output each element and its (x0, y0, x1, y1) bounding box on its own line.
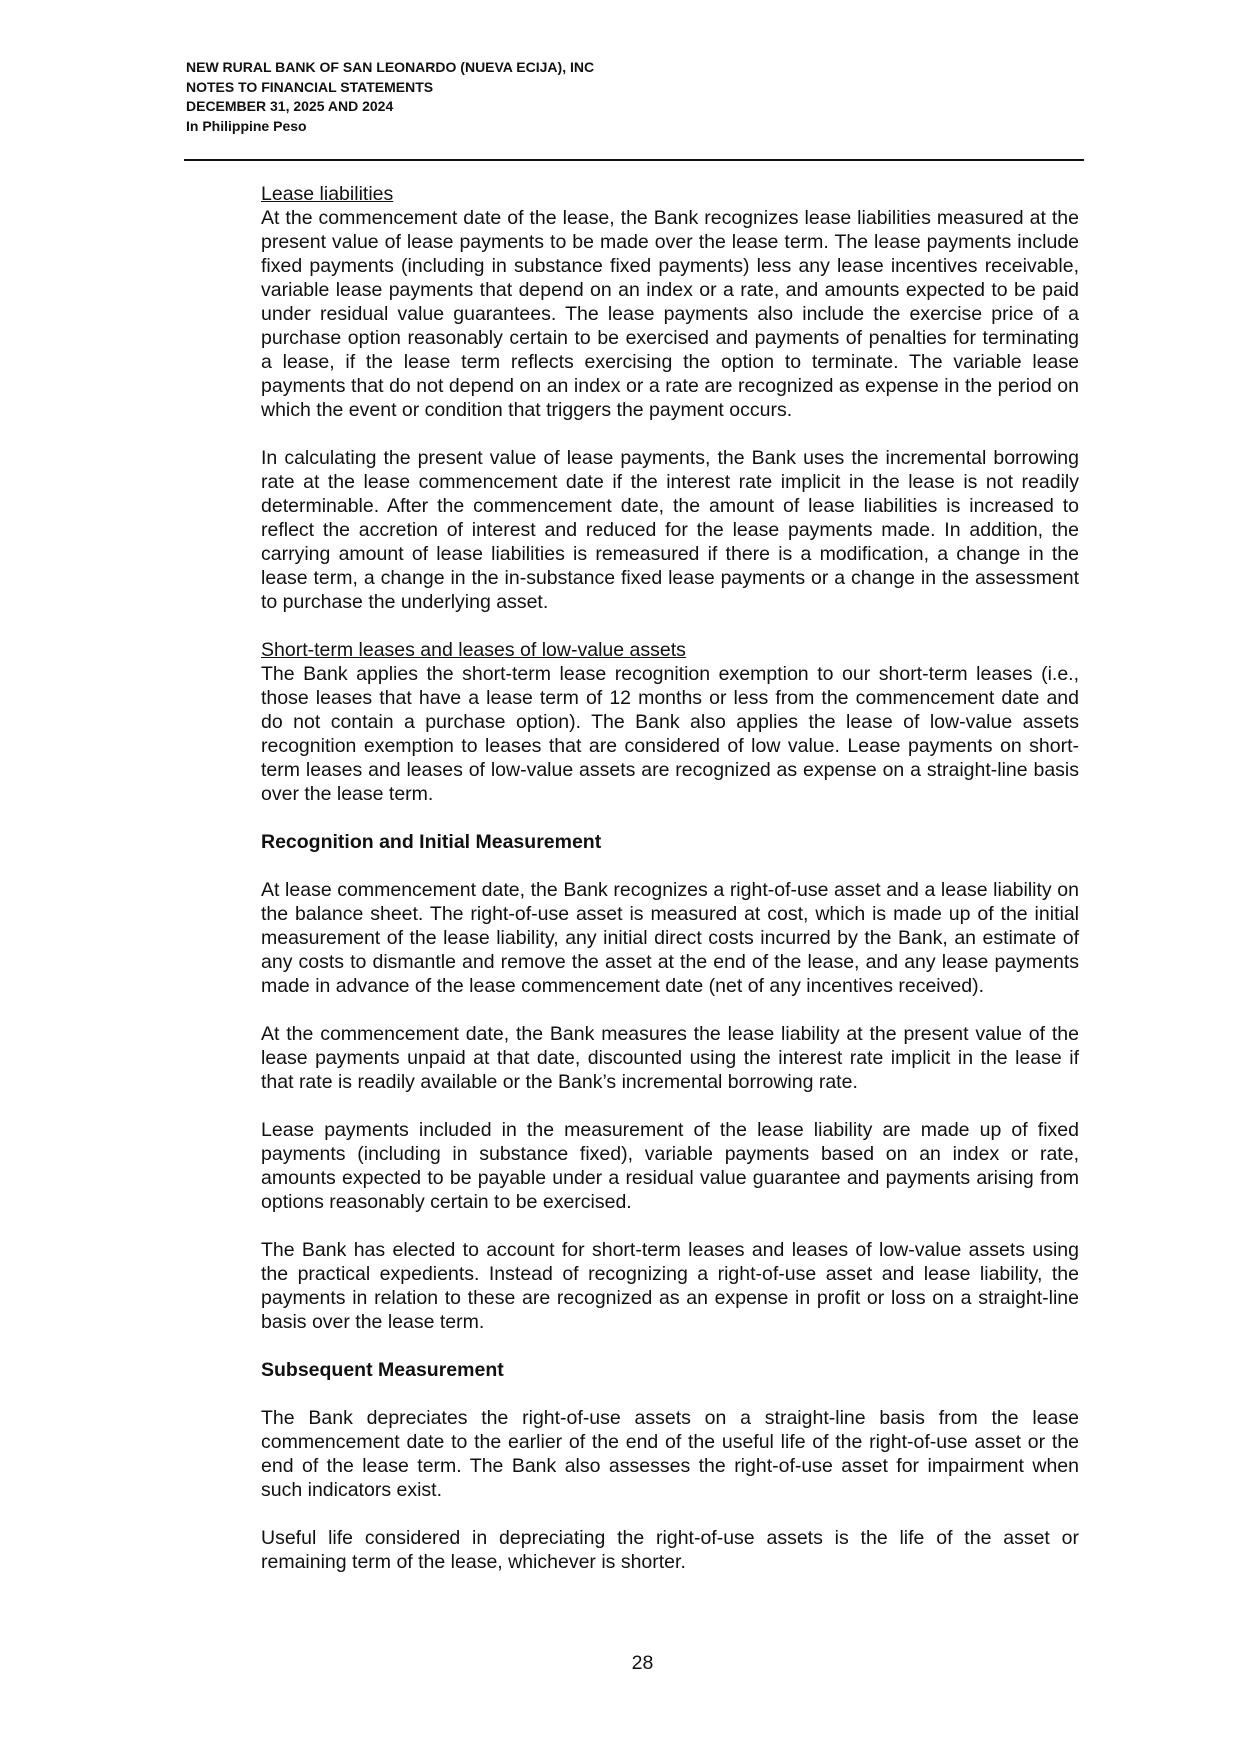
header-divider (184, 159, 1084, 161)
statement-period: DECEMBER 31, 2025 AND 2024 (186, 98, 394, 114)
page-body (261, 182, 1079, 1574)
paragraph-lease-payments: Lease payments included in the measurement of the lease liability are made up of fixed payments (including in substance fixed), variable payments based on an index or rate, amounts expected to be payable under a residual value guarantee and payments arising from options reasonably certain to be exercised. (261, 1119, 1079, 1213)
paragraph-practical-expedients: The Bank has elected to account for short-term leases and leases of low-value assets using the practical expedients. Instead of recognizing a right-of-use asset and lease liability, the payments in relation to these are recognized as an expense in profit or loss on a straight-line basis over the lease term. (261, 1239, 1079, 1333)
statement-title: NOTES TO FINANCIAL STATEMENTS (186, 78, 434, 95)
lease-liabilities-heading: Lease liabilities (261, 183, 394, 205)
paragraph-lease-liabilities: At the commencement date of the lease, the Bank recognizes lease liabilities measured at the present value of lease payments to be made over the lease term. The lease payments include fixed payments (including in substance fixed payments) less any lease incentives receivable, variable lease payments that depend on an index or a rate, and amounts expected to be paid under residual value guarantees. The lease payments also include the exercise price of a purchase option reasonably certain to be exercised and payments of penalties for terminating a lease, if the lease term reflects exercising the option to terminate. The variable lease payments that do not depend on an index or a rate are recognized as expense in the period on which the event or condition that triggers the payment occurs. (261, 207, 1079, 421)
subsequent-measurement-heading: Subsequent Measurement (261, 1359, 504, 1381)
paragraph-depreciation: The Bank depreciates the right-of-use assets on a straight-line basis from the lease commencement date to the earlier of the end of the useful life of the right-of-use asset or the end of the lease term. The Bank also assesses the right-of-use asset for impairment when such indicators exist. (261, 1407, 1079, 1501)
company-name: NEW RURAL BANK OF SAN LEONARDO (NUEVA ECIJA), INC (186, 59, 595, 75)
recognition-heading: Recognition and Initial Measurement (261, 831, 602, 853)
paragraph-short-term-leases: The Bank applies the short-term lease recognition exemption to our short-term leases (i.e., those leases that have a lease term of 12 months or less from the commencement date and do not contain a purchase option). The Bank also applies the lease of low-value assets recognition exemption to leases that are considered of low value. Lease payments on short-term leases and leases of low-value assets are recognized as expense on a straight-line basis over the lease term. (261, 663, 1079, 805)
paragraph-recognition: At lease commencement date, the Bank recognizes a right-of-use asset and a lease liability on the balance sheet. The right-of-use asset is measured at cost, which is made up of the initial measurement of the lease liability, any initial direct costs incurred by the Bank, an estimate of any costs to dismantle and remove the asset at the end of the lease, and any lease payments made in advance of the lease commencement date (net of any incentives received). (261, 879, 1079, 997)
document-header (186, 58, 1086, 136)
paragraph-lease-liability-measure: At the commencement date, the Bank measures the lease liability at the present value of the lease payments unpaid at that date, discounted using the interest rate implicit in the lease if that rate is readily available or the Bank’s incremental borrowing rate. (261, 1023, 1079, 1093)
paragraph-useful-life: Useful life considered in depreciating the right-of-use assets is the life of the asset or remaining term of the lease, whichever is shorter. (261, 1527, 1079, 1573)
paragraph-present-value: In calculating the present value of lease payments, the Bank uses the incremental borrowing rate at the lease commencement date if the interest rate implicit in the lease is not readily determinable. After the commencement date, the amount of lease liabilities is increased to reflect the accretion of interest and reduced for the lease payments made. In addition, the carrying amount of lease liabilities is remeasured if there is a modification, a change in the lease term, a change in the in-substance fixed lease payments or a change in the assessment to purchase the underlying asset. (261, 447, 1079, 613)
page-number: 28 (631, 1652, 654, 1674)
short-term-leases-heading: Short-term leases and leases of low-value assets (261, 639, 686, 661)
currency-note: In Philippine Peso (186, 117, 307, 134)
